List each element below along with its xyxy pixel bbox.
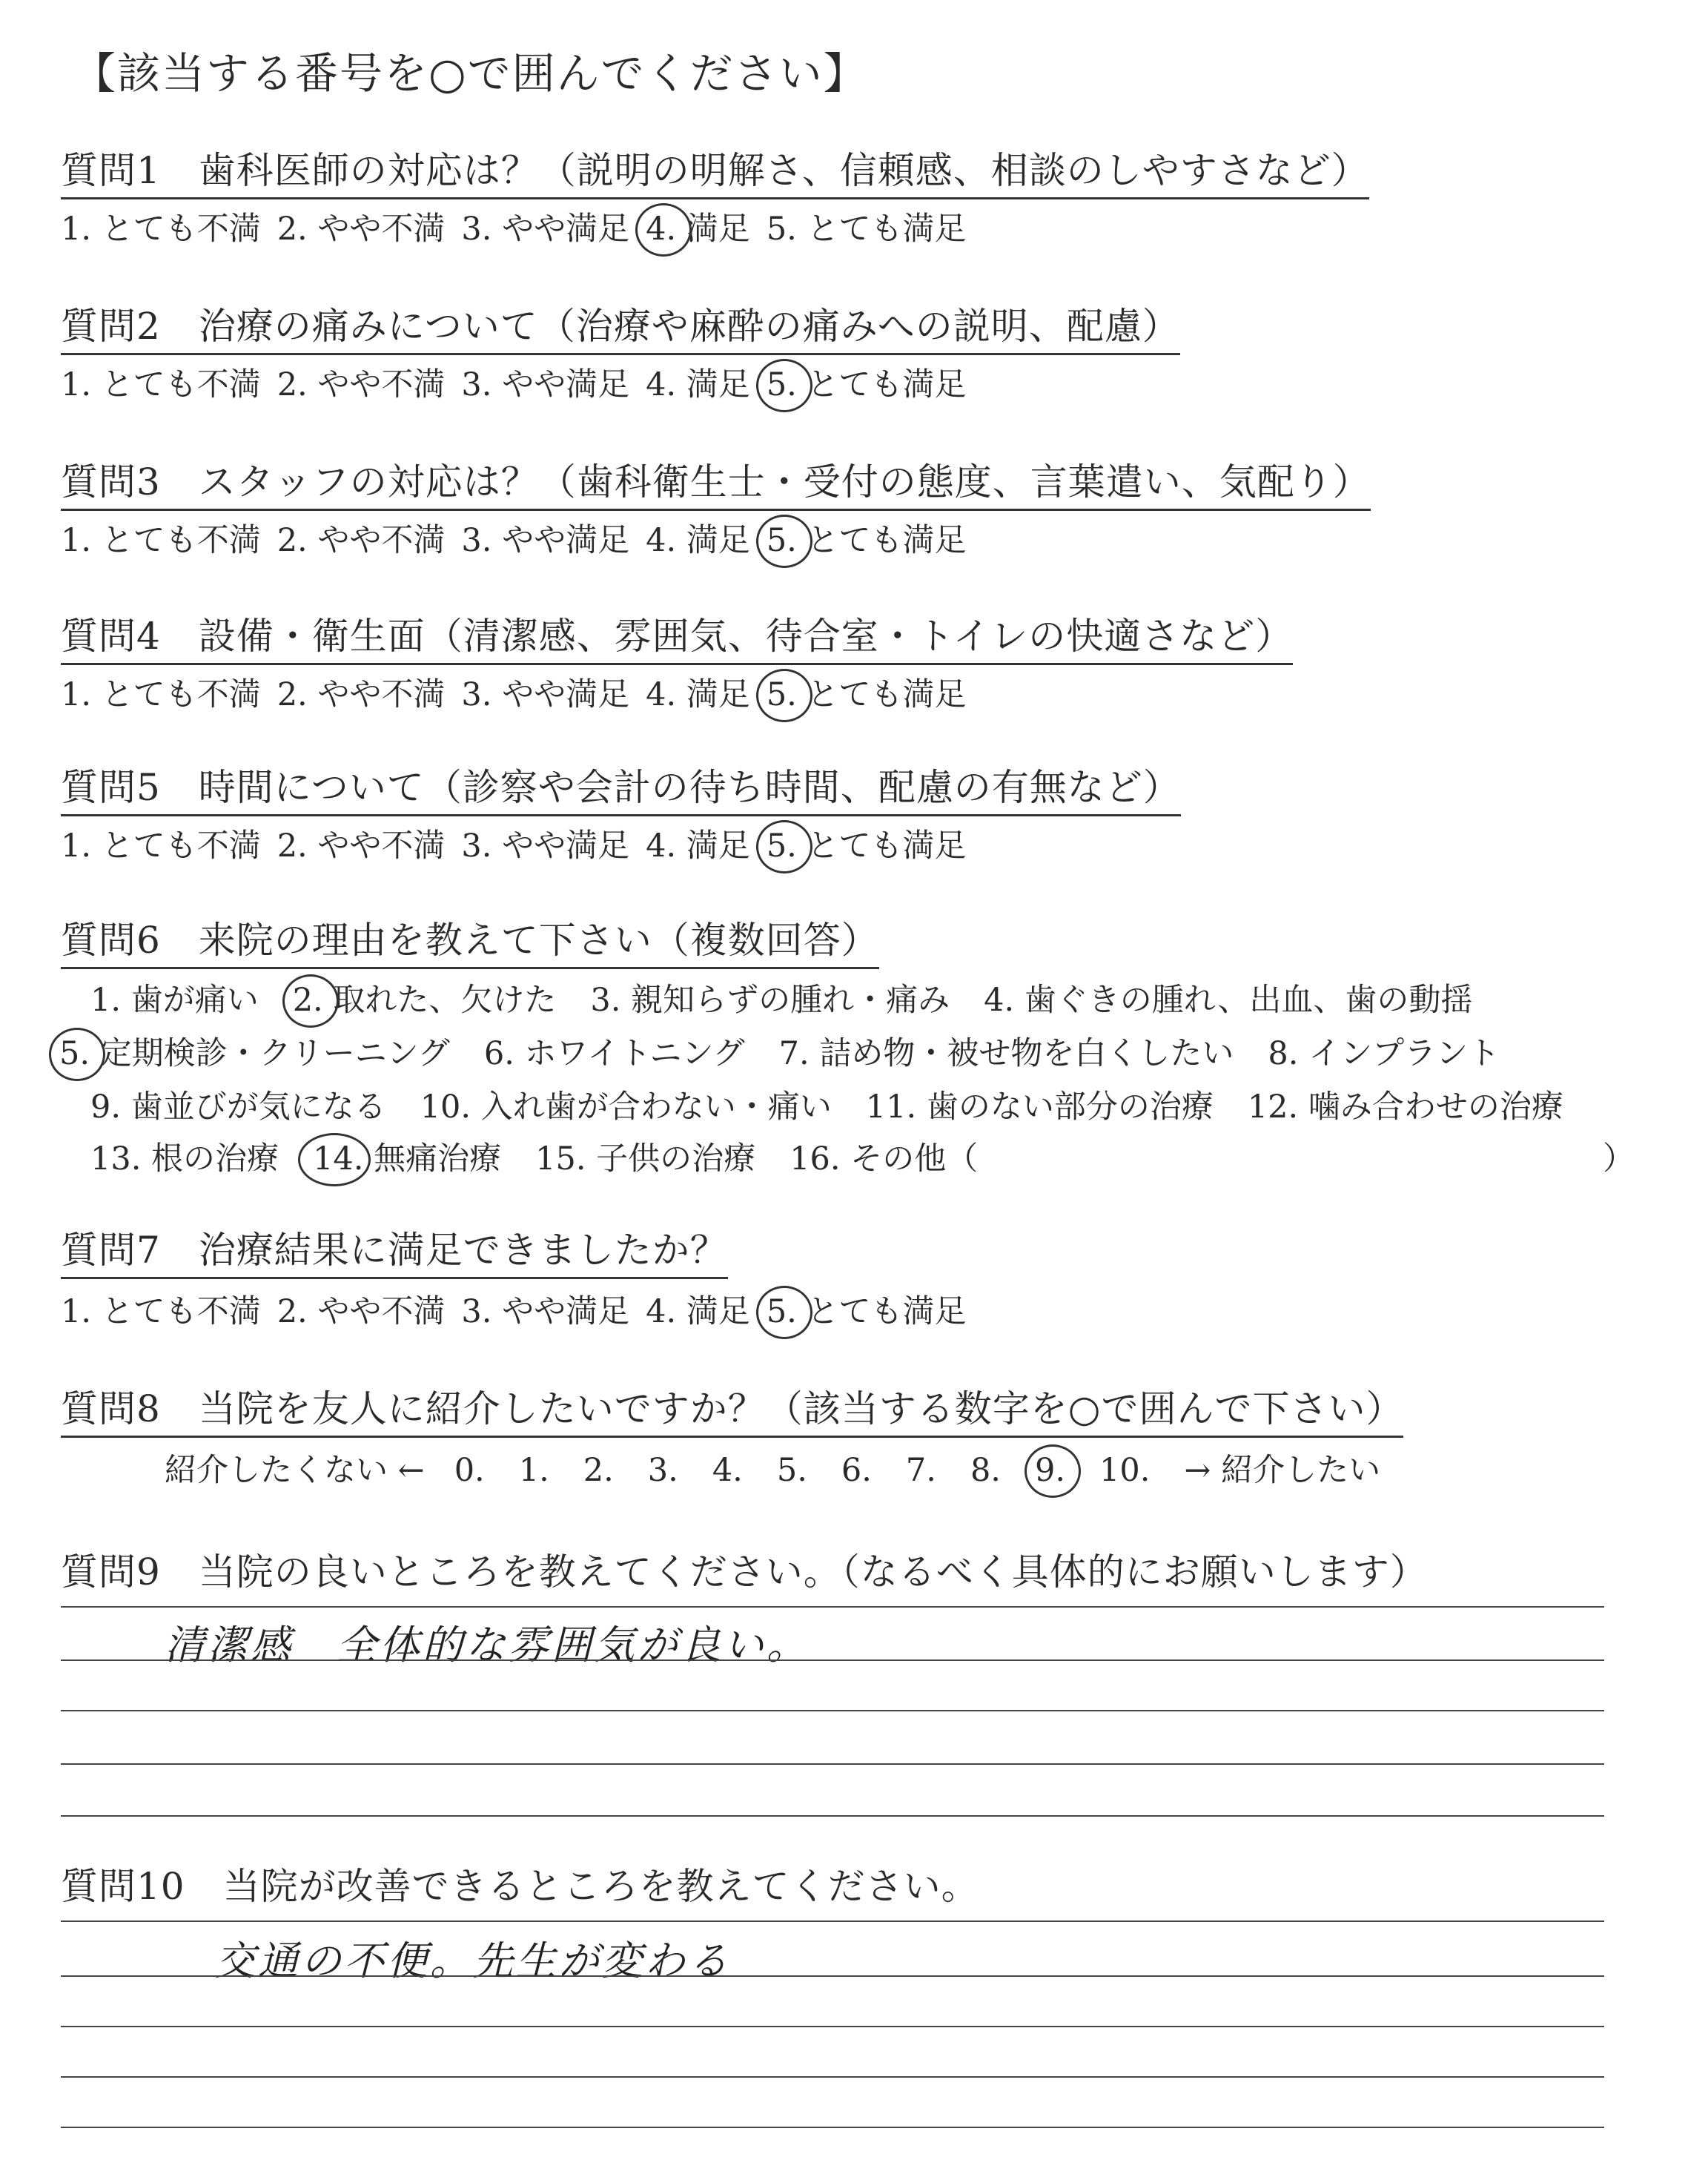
q6-option-1[interactable]: 1. 歯が痛い [90, 982, 259, 1019]
q5-option-3[interactable]: 3. やや満足 [461, 828, 630, 865]
q1-option-1[interactable]: 1. とても不満 [61, 211, 261, 248]
q9-line-2 [61, 1659, 1604, 1661]
q3-options [61, 521, 983, 561]
q5-option-2[interactable]: 2. やや不満 [277, 828, 446, 865]
q3-option-5[interactable]: 5. とても満足 [766, 522, 967, 559]
q8-title: 質問8 当院を友人に紹介したいですか？（該当する数字を○で囲んで下さい） [61, 1387, 1403, 1438]
q9-line-4 [61, 1763, 1604, 1765]
q6-option-9[interactable]: 9. 歯並びが気になる [90, 1089, 386, 1126]
q8-left-label: 紹介したくない ← [165, 1452, 425, 1489]
q6-row-4 [90, 1139, 1012, 1179]
q7-option-5[interactable]: 5. とても満足 [766, 1293, 967, 1330]
q1-option-3[interactable]: 3. やや満足 [461, 211, 630, 248]
q7-title: 質問7 治療結果に満足できましたか？ [61, 1228, 728, 1279]
q4-options [61, 675, 983, 715]
q4-option-4[interactable]: 4. 満足 [646, 676, 750, 713]
q10-line-4 [61, 2076, 1604, 2078]
q2-option-2[interactable]: 2. やや不満 [277, 366, 446, 403]
q1-options [61, 209, 983, 249]
q8-number-10[interactable]: 10. [1099, 1452, 1151, 1489]
q6-option-7[interactable]: 7. 詰め物・被せ物を白くしたい [778, 1035, 1234, 1072]
q2-option-4[interactable]: 4. 満足 [646, 366, 750, 403]
q5-title: 質問5 時間について（診察や会計の待ち時間、配慮の有無など） [61, 765, 1181, 816]
q4-title: 質問4 設備・衛生面（清潔感、雰囲気、待合室・トイレの快適さなど） [61, 614, 1293, 665]
q6-option-2[interactable]: 2. 取れた、欠けた [292, 982, 557, 1019]
q8-number-9[interactable]: 9. [1034, 1452, 1066, 1489]
q8-scale [165, 1450, 1397, 1490]
q8-number-7[interactable]: 7. [905, 1452, 936, 1489]
q5-option-1[interactable]: 1. とても不満 [61, 828, 261, 865]
q6-row-2 [59, 1034, 1534, 1074]
q4-option-1[interactable]: 1. とても不満 [61, 676, 261, 713]
q6-option-13[interactable]: 13. 根の治療 [90, 1140, 279, 1178]
q8-number-6[interactable]: 6. [841, 1452, 872, 1489]
q3-option-1[interactable]: 1. とても不満 [61, 522, 261, 559]
q9-line-1 [61, 1606, 1604, 1608]
q4-option-5[interactable]: 5. とても満足 [766, 676, 967, 713]
q1-option-4[interactable]: 4. 満足 [646, 211, 750, 248]
q6-option-10[interactable]: 10. 入れ歯が合わない・痛い [420, 1089, 832, 1126]
q2-option-1[interactable]: 1. とても不満 [61, 366, 261, 403]
q8-number-3[interactable]: 3. [647, 1452, 678, 1489]
q6-option-11[interactable]: 11. 歯のない部分の治療 [865, 1089, 1214, 1126]
q10-line-1 [61, 1920, 1604, 1922]
q7-option-4[interactable]: 4. 満足 [646, 1293, 750, 1330]
q9-answer[interactable]: 清潔感 全体的な雰囲気が良い。 [165, 1622, 810, 1668]
q1-option-2[interactable]: 2. やや不満 [277, 211, 446, 248]
q1-option-5[interactable]: 5. とても満足 [766, 211, 967, 248]
q5-option-5[interactable]: 5. とても満足 [766, 828, 967, 865]
q10-line-2 [61, 1975, 1604, 1977]
q6-option-5[interactable]: 5. 定期検診・クリーニング [59, 1035, 450, 1072]
q3-title: 質問3 スタッフの対応は？（歯科衛生士・受付の態度、言葉遣い、気配り） [61, 460, 1371, 511]
q8-number-5[interactable]: 5. [776, 1452, 807, 1489]
q1-title: 質問1 歯科医師の対応は？（説明の明解さ、信頼感、相談のしやすさなど） [61, 148, 1369, 199]
q6-option-3[interactable]: 3. 親知らずの腫れ・痛み [590, 982, 950, 1019]
q10-line-5 [61, 2127, 1604, 2128]
q6-row-1 [90, 980, 1506, 1020]
q6-option-8[interactable]: 8. インプラント [1268, 1035, 1500, 1072]
q5-option-4[interactable]: 4. 満足 [646, 828, 750, 865]
q9-line-5 [61, 1815, 1604, 1817]
q4-option-3[interactable]: 3. やや満足 [461, 676, 630, 713]
q8-right-label: → 紹介したい [1184, 1452, 1381, 1489]
q3-option-2[interactable]: 2. やや不満 [277, 522, 446, 559]
q8-number-1[interactable]: 1. [518, 1452, 549, 1489]
q9-title: 質問9 当院の良いところを教えてください。（なるべく具体的にお願いします） [61, 1550, 1428, 1593]
q6-option-6[interactable]: 6. ホワイトニング [483, 1035, 745, 1072]
q10-line-3 [61, 2026, 1604, 2027]
q6-option-14[interactable]: 14. 無痛治療 [313, 1140, 502, 1178]
q2-options [61, 365, 983, 405]
q8-number-4[interactable]: 4. [712, 1452, 743, 1489]
q8-number-0[interactable]: 0. [454, 1452, 485, 1489]
q5-options [61, 826, 983, 866]
q10-title: 質問10 当院が改善できるところを教えてください。 [61, 1865, 979, 1908]
q9-line-3 [61, 1710, 1604, 1711]
q8-number-8[interactable]: 8. [970, 1452, 1001, 1489]
q7-option-2[interactable]: 2. やや不満 [277, 1293, 446, 1330]
q6-option-16[interactable]: 16. その他（ [790, 1140, 979, 1178]
q3-option-3[interactable]: 3. やや満足 [461, 522, 630, 559]
q6-close-paren: ） [1603, 1140, 1635, 1178]
q6-option-15[interactable]: 15. 子供の治療 [535, 1140, 756, 1178]
q6-option-12[interactable]: 12. 噛み合わせの治療 [1247, 1089, 1563, 1126]
q4-option-2[interactable]: 2. やや不満 [277, 676, 446, 713]
q6-title: 質問6 来院の理由を教えて下さい（複数回答） [61, 918, 879, 969]
q6-option-4[interactable]: 4. 歯ぐきの腫れ、出血、歯の動揺 [984, 982, 1473, 1019]
q7-options [61, 1292, 983, 1332]
q2-option-3[interactable]: 3. やや満足 [461, 366, 630, 403]
q7-option-1[interactable]: 1. とても不満 [61, 1293, 261, 1330]
q2-option-5[interactable]: 5. とても満足 [766, 366, 967, 403]
q10-answer[interactable]: 交通の不便。先生が変わる [215, 1938, 731, 1984]
q2-title: 質問2 治療の痛みについて（治療や麻酔の痛みへの説明、配慮） [61, 304, 1180, 355]
instruction-heading: 【該当する番号を○で囲んでください】 [73, 48, 868, 99]
q3-option-4[interactable]: 4. 満足 [646, 522, 750, 559]
q6-row-3 [90, 1087, 1598, 1127]
q8-number-2[interactable]: 2. [583, 1452, 614, 1489]
q7-option-3[interactable]: 3. やや満足 [461, 1293, 630, 1330]
